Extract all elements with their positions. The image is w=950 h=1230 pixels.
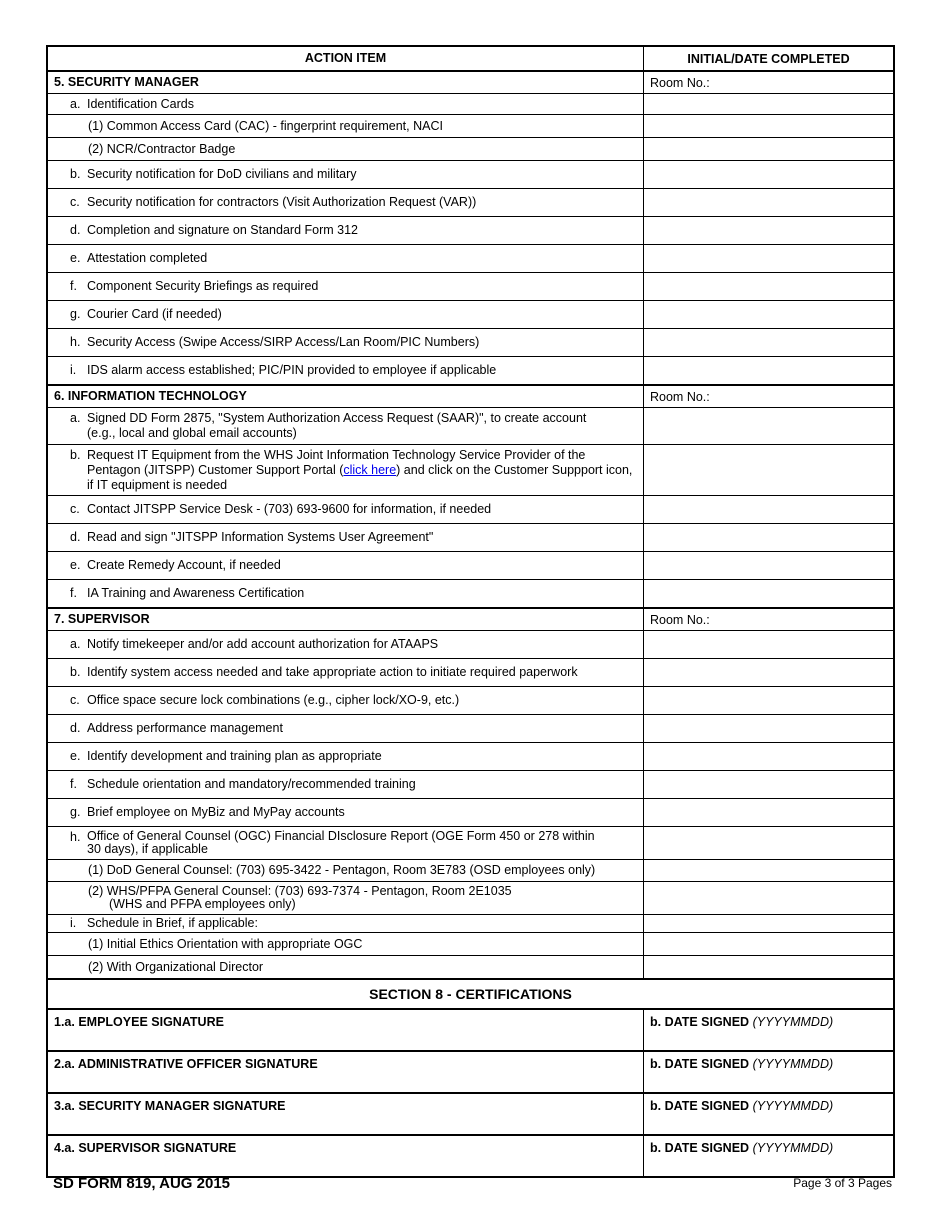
initial-date-field[interactable] xyxy=(644,161,893,188)
table-row xyxy=(48,551,893,579)
initial-date-field[interactable] xyxy=(644,580,893,607)
initial-date-field[interactable] xyxy=(644,631,893,658)
item-text: Security notification for DoD civilians and military xyxy=(87,167,357,181)
item-letter: a. xyxy=(70,96,81,111)
date-format-hint: (YYYYMMDD) xyxy=(752,1015,834,1029)
item-text: Read and sign "JITSPP Information Systems User Agreement" xyxy=(87,530,434,544)
sub-item-text: (2) With Organizational Director xyxy=(48,956,644,978)
table-row xyxy=(48,955,893,978)
item-letter: a. xyxy=(70,411,81,425)
initial-date-field[interactable] xyxy=(644,94,893,114)
item-letter: e. xyxy=(70,558,81,572)
table-row xyxy=(48,407,893,444)
initial-date-field[interactable] xyxy=(644,799,893,826)
item-text: Signed DD Form 2875, "System Authorization Access Request (SAAR)", to create account xyxy=(87,411,587,425)
initial-date-field[interactable] xyxy=(644,217,893,244)
item-letter: d. xyxy=(70,721,81,735)
table-row xyxy=(48,579,893,607)
item-text: Identification Cards xyxy=(87,96,195,111)
table-row xyxy=(48,137,893,160)
table-row xyxy=(48,523,893,551)
item-text: Address performance management xyxy=(87,721,283,735)
table-row xyxy=(48,742,893,770)
initial-date-field[interactable] xyxy=(644,329,893,356)
date-signed-label: b. DATE SIGNED xyxy=(650,1099,750,1113)
date-signed-field[interactable] xyxy=(644,1010,893,1050)
item-text: Security Access (Swipe Access/SIRP Access/Lan Room/PIC Numbers) xyxy=(87,335,480,349)
item-letter: g. xyxy=(70,307,81,321)
table-row xyxy=(48,798,893,826)
initial-date-field[interactable] xyxy=(644,189,893,216)
table-row xyxy=(48,770,893,798)
item-text: Schedule orientation and mandatory/recommended training xyxy=(87,777,416,791)
table-row xyxy=(48,658,893,686)
form-id: SD FORM 819, AUG 2015 xyxy=(53,1175,231,1192)
item-text: Schedule in Brief, if applicable: xyxy=(87,916,258,930)
section-6-header xyxy=(48,384,893,407)
sub-item-text: (2) NCR/Contractor Badge xyxy=(48,138,644,160)
table-row xyxy=(48,356,893,384)
initial-date-field[interactable] xyxy=(644,245,893,272)
employee-signature-row xyxy=(48,1008,893,1050)
item-letter: c. xyxy=(70,502,80,516)
room-number-field[interactable]: Room No.: xyxy=(650,612,710,627)
item-letter: b. xyxy=(70,665,81,679)
section-title: 5. SECURITY MANAGER xyxy=(48,72,644,93)
item-letter: b. xyxy=(70,447,81,462)
item-letter: a. xyxy=(70,637,81,651)
page-number: Page 3 of 3 Pages xyxy=(793,1176,892,1190)
header-initial-date: INITIAL/DATE COMPLETED xyxy=(687,51,850,66)
date-signed-field[interactable] xyxy=(644,1094,893,1134)
section-7-header xyxy=(48,607,893,630)
table-row xyxy=(48,714,893,742)
supervisor-signature-row xyxy=(48,1134,893,1176)
table-row xyxy=(48,328,893,356)
sub-item-text-continued: (WHS and PFPA employees only) xyxy=(109,897,296,911)
item-letter: g. xyxy=(70,805,81,819)
date-signed-field[interactable] xyxy=(644,1052,893,1092)
signature-label: 4.a. SUPERVISOR SIGNATURE xyxy=(54,1141,237,1155)
date-signed-field[interactable] xyxy=(644,1136,893,1176)
item-letter: f. xyxy=(70,777,77,791)
item-text: Completion and signature on Standard Form 312 xyxy=(87,223,358,237)
item-letter: e. xyxy=(70,749,81,763)
date-format-hint: (YYYYMMDD) xyxy=(752,1141,834,1155)
section-title: 7. SUPERVISOR xyxy=(48,609,644,630)
item-letter: f. xyxy=(70,279,77,293)
table-header xyxy=(48,47,893,70)
table-row xyxy=(48,686,893,714)
item-text-continued: ) and click on the Customer Suppport icon, if IT equipment is needed xyxy=(87,462,633,492)
item-letter: f. xyxy=(70,586,77,600)
initial-date-field[interactable] xyxy=(644,115,893,137)
item-text: Brief employee on MyBiz and MyPay accounts xyxy=(87,805,345,819)
admin-officer-signature-field[interactable] xyxy=(48,1052,644,1092)
table-row xyxy=(48,881,893,914)
item-letter: h. xyxy=(70,830,81,844)
item-text: Component Security Briefings as required xyxy=(87,279,319,293)
table-row xyxy=(48,444,893,495)
initial-date-field[interactable] xyxy=(644,771,893,798)
initial-date-field[interactable] xyxy=(644,524,893,551)
initial-date-field[interactable] xyxy=(644,933,893,955)
table-row xyxy=(48,914,893,932)
table-row xyxy=(48,932,893,955)
date-format-hint: (YYYYMMDD) xyxy=(752,1057,834,1071)
signature-label: 2.a. ADMINISTRATIVE OFFICER SIGNATURE xyxy=(54,1057,318,1071)
table-row xyxy=(48,216,893,244)
initial-date-field[interactable] xyxy=(644,687,893,714)
date-signed-label: b. DATE SIGNED xyxy=(650,1057,750,1071)
table-row xyxy=(48,114,893,137)
item-letter: c. xyxy=(70,195,80,209)
item-text: Notify timekeeper and/or add account authorization for ATAAPS xyxy=(87,637,439,651)
table-row xyxy=(48,244,893,272)
initial-date-field[interactable] xyxy=(644,301,893,328)
table-row xyxy=(48,93,893,114)
item-text: IA Training and Awareness Certification xyxy=(87,586,305,600)
item-text: Security notification for contractors (Visit Authorization Request (VAR)) xyxy=(87,195,477,209)
signature-label: 1.a. EMPLOYEE SIGNATURE xyxy=(54,1015,224,1029)
item-text: IDS alarm access established; PIC/PIN provided to employee if applicable xyxy=(87,363,497,377)
item-text: Attestation completed xyxy=(87,251,208,265)
section-title: 6. INFORMATION TECHNOLOGY xyxy=(48,386,644,407)
section-5-header xyxy=(48,70,893,93)
item-letter: h. xyxy=(70,335,81,349)
admin-officer-signature-row xyxy=(48,1050,893,1092)
item-text: Contact JITSPP Service Desk - (703) 693-9600 for information, if needed xyxy=(87,502,492,516)
item-letter: i. xyxy=(70,916,77,930)
sub-item-text: (1) DoD General Counsel: (703) 695-3422 - Pentagon, Room 3E783 (OSD employees only) xyxy=(48,860,644,881)
initial-date-field[interactable] xyxy=(644,743,893,770)
initial-date-field[interactable] xyxy=(644,827,893,859)
item-text-continued: 30 days), if applicable xyxy=(87,842,208,856)
item-letter: d. xyxy=(70,530,81,544)
item-letter: e. xyxy=(70,251,81,265)
sub-item-text: (1) Common Access Card (CAC) - fingerprint requirement, NACI xyxy=(48,115,644,137)
table-row xyxy=(48,188,893,216)
initial-date-field[interactable] xyxy=(644,408,893,444)
item-text: Request IT Equipment from the WHS Joint Information Technology Service Provider of the Pentagon (JITSPP) Customer Support Portal ( xyxy=(87,447,586,477)
supervisor-signature-field[interactable] xyxy=(48,1136,644,1176)
room-number-field[interactable]: Room No.: xyxy=(650,75,710,90)
initial-date-field[interactable] xyxy=(644,956,893,978)
initial-date-field[interactable] xyxy=(644,273,893,300)
item-letter: c. xyxy=(70,693,80,707)
employee-signature-field[interactable] xyxy=(48,1010,644,1050)
item-text: Courier Card (if needed) xyxy=(87,307,222,321)
table-row xyxy=(48,300,893,328)
date-signed-label: b. DATE SIGNED xyxy=(650,1141,750,1155)
table-row xyxy=(48,160,893,188)
item-letter: b. xyxy=(70,167,81,181)
item-text: Identify development and training plan as appropriate xyxy=(87,749,382,763)
table-row xyxy=(48,630,893,658)
initial-date-field[interactable] xyxy=(644,445,893,495)
item-letter: d. xyxy=(70,223,81,237)
date-signed-label: b. DATE SIGNED xyxy=(650,1015,750,1029)
initial-date-field[interactable] xyxy=(644,138,893,160)
initial-date-field[interactable] xyxy=(644,882,893,914)
certifications-title: SECTION 8 - CERTIFICATIONS xyxy=(48,978,893,1008)
item-text-continued: (e.g., local and global email accounts) xyxy=(87,426,297,440)
item-letter: i. xyxy=(70,363,77,377)
item-text: Identify system access needed and take appropriate action to initiate required paperwork xyxy=(87,665,578,679)
sub-item-text: (2) WHS/PFPA General Counsel: (703) 693-7374 - Pentagon, Room 2E1035 xyxy=(88,884,512,898)
security-manager-signature-row xyxy=(48,1092,893,1134)
table-row xyxy=(48,859,893,881)
click-here-link[interactable]: click here xyxy=(343,462,397,477)
header-action-item: ACTION ITEM xyxy=(48,47,644,70)
initial-date-field[interactable] xyxy=(644,496,893,523)
table-row xyxy=(48,495,893,523)
item-text: Create Remedy Account, if needed xyxy=(87,558,281,572)
item-text: Office space secure lock combinations (e.g., cipher lock/XO-9, etc.) xyxy=(87,693,460,707)
initial-date-field[interactable] xyxy=(644,715,893,742)
security-manager-signature-field[interactable] xyxy=(48,1094,644,1134)
room-number-field[interactable]: Room No.: xyxy=(650,389,710,404)
initial-date-field[interactable] xyxy=(644,659,893,686)
initial-date-field[interactable] xyxy=(644,357,893,384)
item-text: Office of General Counsel (OGC) Financial DIsclosure Report (OGE Form 450 or 278 within xyxy=(87,829,595,843)
signature-label: 3.a. SECURITY MANAGER SIGNATURE xyxy=(54,1099,286,1113)
initial-date-field[interactable] xyxy=(644,552,893,579)
sub-item-text: (1) Initial Ethics Orientation with appropriate OGC xyxy=(48,933,644,955)
form-table xyxy=(46,45,895,1178)
initial-date-field[interactable] xyxy=(644,915,893,932)
table-row xyxy=(48,826,893,859)
table-row xyxy=(48,272,893,300)
initial-date-field[interactable] xyxy=(644,860,893,881)
date-format-hint: (YYYYMMDD) xyxy=(752,1099,834,1113)
